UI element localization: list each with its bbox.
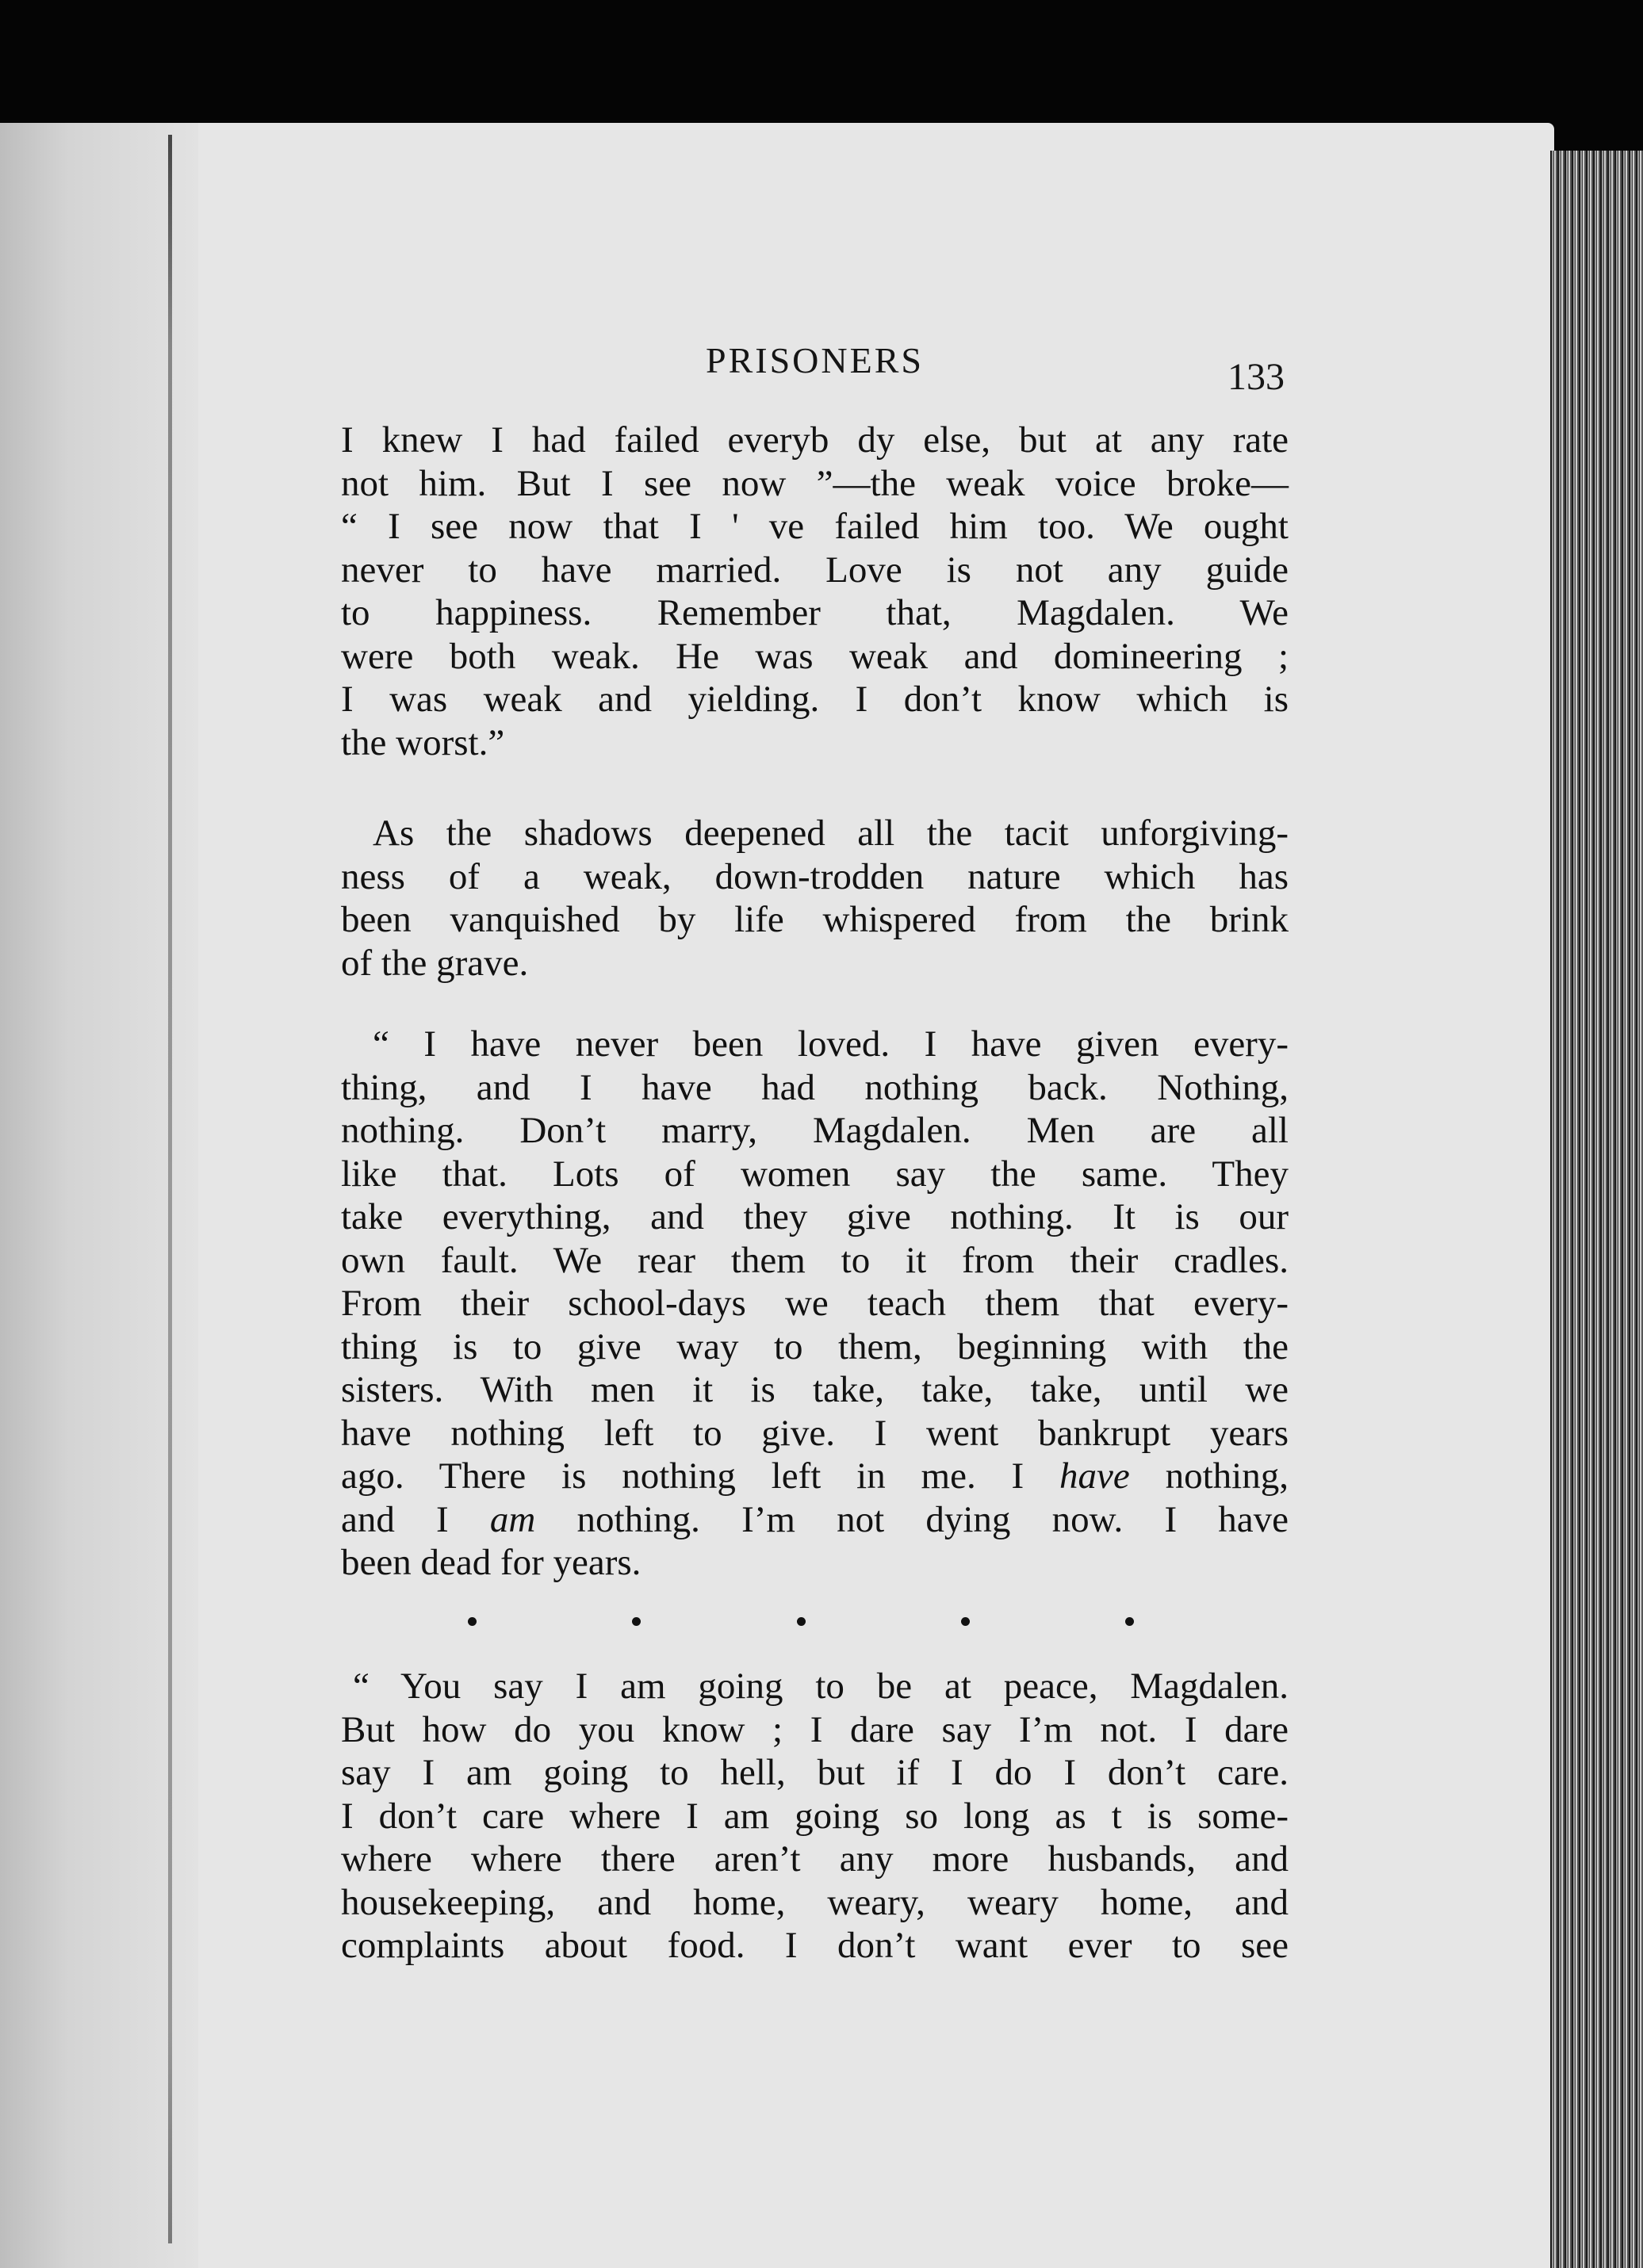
text-line: thing, and I have had nothing back. Nothing,	[341, 1066, 1289, 1108]
text-line: say I am going to hell, but if I do I don’t care.	[341, 1752, 1289, 1793]
italic-word: have	[1059, 1455, 1130, 1497]
text-line: housekeeping, and home, weary, weary home, and	[341, 1881, 1289, 1923]
paragraph-4	[341, 1665, 1289, 1968]
text-line: thing is to give way to them, beginning with the	[341, 1325, 1289, 1367]
text-line: I was weak and yielding. I don’t know which is	[341, 679, 1289, 720]
running-title: PRISONERS	[706, 340, 924, 381]
section-break	[468, 1617, 1134, 1626]
text-line: the worst.”	[341, 721, 505, 763]
text-line: own fault. We rear them to it from their cradles.	[341, 1239, 1289, 1281]
text-fragment: nothing,	[1165, 1455, 1289, 1497]
text-line: I knew I had failed everyb dy else, but at any rate	[341, 419, 1289, 461]
text-line: “ You say I am going to be at peace, Magdalen.	[353, 1666, 1289, 1707]
text-fragment: nothing. I’m not dying now. I have	[576, 1498, 1289, 1540]
text-line: sisters. With men it is take, take, take, until we	[341, 1369, 1289, 1410]
ornament-dot	[1125, 1617, 1134, 1626]
binding-line	[168, 135, 172, 2243]
paragraph-1	[341, 419, 1289, 764]
ornament-dot	[797, 1617, 806, 1626]
text-line: I don’t care where I am going so long as t is some-	[341, 1795, 1289, 1837]
page-number: 133	[1227, 356, 1285, 398]
text-line: From their school-days we teach them that every-	[341, 1283, 1289, 1324]
text-line: nothing. Don’t marry, Magdalen. Men are all	[341, 1110, 1289, 1151]
text-line: were both weak. He was weak and domineering ;	[341, 635, 1289, 677]
stacked-page-edges	[1550, 151, 1643, 2268]
text-line: have nothing left to give. I went bankrupt years	[341, 1412, 1289, 1454]
text-line: been vanquished by life whispered from the brink	[341, 899, 1289, 940]
text-line: As the shadows deepened all the tacit unforgiving-	[373, 813, 1289, 854]
text-line: not him. But I see now ”—the weak voice broke—	[341, 462, 1289, 504]
ornament-dot	[468, 1617, 477, 1626]
text-line: But how do you know ; I dare say I’m not. I dare	[341, 1708, 1289, 1750]
text-line: like that. Lots of women say the same. They	[341, 1153, 1289, 1195]
text-fragment: ago. There is nothing left in me. I	[341, 1455, 1024, 1497]
italic-word: am	[489, 1498, 536, 1540]
text-line: been dead for years.	[341, 1542, 641, 1583]
paragraph-2	[341, 812, 1289, 985]
text-line: take everything, and they give nothing. It is our	[341, 1196, 1289, 1237]
text-line: to happiness. Remember that, Magdalen. We	[341, 592, 1289, 633]
paragraph-3	[341, 1023, 1289, 1585]
text-line: ness of a weak, down-trodden nature which has	[341, 855, 1289, 897]
text-fragment: and I	[341, 1498, 449, 1540]
ornament-dot	[961, 1617, 970, 1626]
text-line: “ I see now that I ' ve failed him too. We ought	[341, 506, 1289, 547]
text-line: “ I have never been loved. I have given every-	[373, 1023, 1289, 1065]
ornament-dot	[632, 1617, 641, 1626]
text-line-with-italic	[341, 1498, 1289, 1542]
text-line: of the grave.	[341, 942, 529, 984]
text-line: complaints about food. I don’t want ever to see	[341, 1925, 1289, 1966]
text-line: never to have married. Love is not any guide	[341, 549, 1289, 591]
text-line: where where there aren’t any more husbands, and	[341, 1838, 1289, 1880]
text-line-with-italic	[341, 1455, 1289, 1498]
